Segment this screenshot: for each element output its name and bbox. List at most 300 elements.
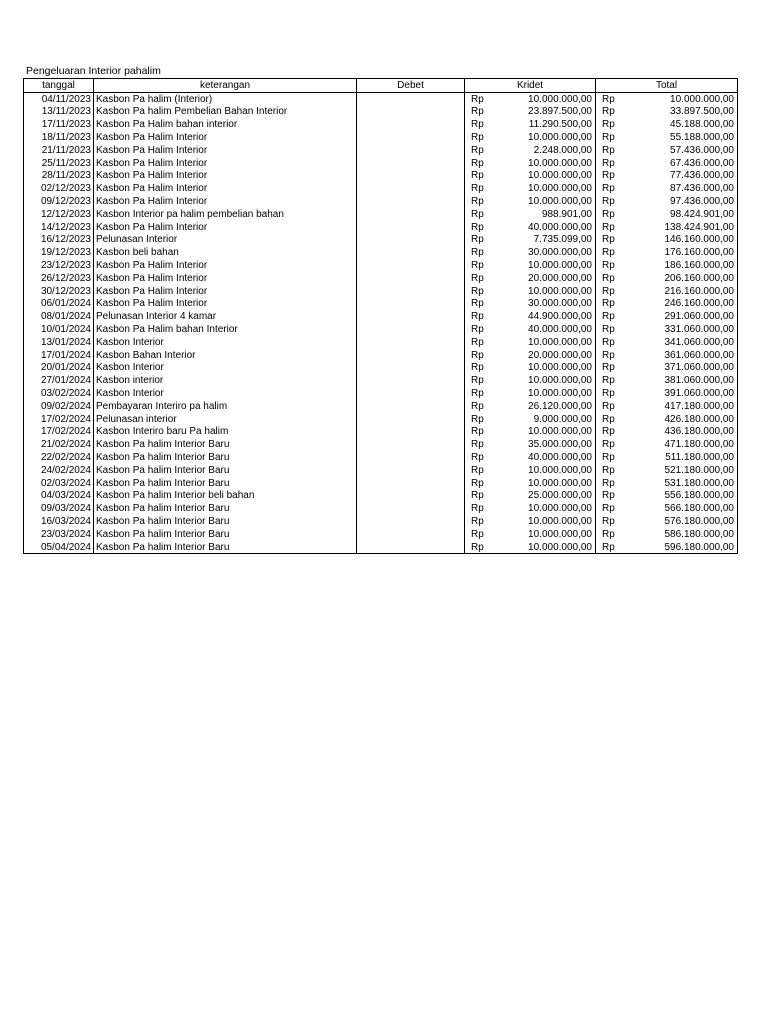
total-amount: 391.060.000,00 xyxy=(664,388,734,400)
currency-label: Rp xyxy=(602,208,615,220)
debet-cell xyxy=(357,336,465,349)
kredit-amount: 30.000.000,00 xyxy=(528,247,592,259)
date-cell: 10/01/2024 xyxy=(24,323,94,336)
debet-cell xyxy=(357,310,465,323)
currency-label: Rp xyxy=(471,260,484,272)
currency-label: Rp xyxy=(602,439,615,451)
date-cell: 04/11/2023 xyxy=(24,92,94,105)
currency-label: Rp xyxy=(602,324,615,336)
date-cell: 13/11/2023 xyxy=(24,106,94,119)
kredit-cell xyxy=(465,106,596,119)
kredit-amount: 20.000.000,00 xyxy=(528,349,592,361)
currency-label: Rp xyxy=(471,298,484,310)
description-cell: Kasbon Pa Halim Interior xyxy=(94,182,357,195)
currency-label: Rp xyxy=(602,272,615,284)
col-header-debet: Debet xyxy=(357,79,465,93)
currency-label: Rp xyxy=(471,170,484,182)
kredit-amount: 10.000.000,00 xyxy=(528,157,592,169)
date-cell: 22/02/2024 xyxy=(24,451,94,464)
kredit-cell xyxy=(465,541,596,554)
description-cell: Kasbon Interior xyxy=(94,362,357,375)
total-amount: 417.180.000,00 xyxy=(664,400,734,412)
kredit-amount: 11.290.500,00 xyxy=(528,119,592,131)
date-cell: 20/01/2024 xyxy=(24,362,94,375)
total-cell xyxy=(596,170,738,183)
total-amount: 45.188.000,00 xyxy=(670,119,734,131)
kredit-cell xyxy=(465,182,596,195)
kredit-amount: 10.000.000,00 xyxy=(528,196,592,208)
total-cell xyxy=(596,515,738,528)
currency-label: Rp xyxy=(471,119,484,131)
description-cell: Kasbon Pa halim Interior Baru xyxy=(94,464,357,477)
total-cell xyxy=(596,451,738,464)
kredit-amount: 2.248.000,00 xyxy=(533,144,592,156)
table-row xyxy=(24,208,738,221)
total-amount: 596.180.000,00 xyxy=(664,541,734,553)
date-cell: 18/11/2023 xyxy=(24,131,94,144)
kredit-amount: 10.000.000,00 xyxy=(528,183,592,195)
description-cell: Kasbon Pa halim Pembelian Bahan Interior xyxy=(94,106,357,119)
total-cell xyxy=(596,310,738,323)
table-row xyxy=(24,426,738,439)
currency-label: Rp xyxy=(602,349,615,361)
currency-label: Rp xyxy=(602,119,615,131)
table-row xyxy=(24,502,738,515)
currency-label: Rp xyxy=(602,464,615,476)
date-cell: 05/04/2024 xyxy=(24,541,94,554)
table-row xyxy=(24,285,738,298)
debet-cell xyxy=(357,387,465,400)
currency-label: Rp xyxy=(471,221,484,233)
currency-label: Rp xyxy=(602,170,615,182)
date-cell: 24/02/2024 xyxy=(24,464,94,477)
date-cell: 12/12/2023 xyxy=(24,208,94,221)
total-cell xyxy=(596,490,738,503)
date-cell: 26/12/2023 xyxy=(24,272,94,285)
table-row xyxy=(24,195,738,208)
description-cell: Kasbon Pa Halim Interior xyxy=(94,221,357,234)
total-cell xyxy=(596,541,738,554)
currency-label: Rp xyxy=(602,260,615,272)
total-amount: 331.060.000,00 xyxy=(664,324,734,336)
table-row xyxy=(24,170,738,183)
kredit-amount: 10.000.000,00 xyxy=(528,528,592,540)
sheet-title: Pengeluaran Interior pahalim xyxy=(26,65,161,77)
description-cell: Kasbon Bahan Interior xyxy=(94,349,357,362)
description-cell: Kasbon Interior xyxy=(94,336,357,349)
total-cell xyxy=(596,349,738,362)
kredit-cell xyxy=(465,323,596,336)
kredit-cell xyxy=(465,426,596,439)
total-amount: 371.060.000,00 xyxy=(664,362,734,374)
total-cell xyxy=(596,221,738,234)
currency-label: Rp xyxy=(471,528,484,540)
total-amount: 246.160.000,00 xyxy=(664,298,734,310)
debet-cell xyxy=(357,362,465,375)
table-row xyxy=(24,541,738,554)
total-amount: 55.188.000,00 xyxy=(670,132,734,144)
description-cell: Kasbon Pa halim Interior Baru xyxy=(94,528,357,541)
debet-cell xyxy=(357,490,465,503)
kredit-cell xyxy=(465,438,596,451)
debet-cell xyxy=(357,477,465,490)
currency-label: Rp xyxy=(602,285,615,297)
kredit-amount: 7.735.099,00 xyxy=(533,234,592,246)
total-amount: 361.060.000,00 xyxy=(664,349,734,361)
currency-label: Rp xyxy=(602,247,615,259)
date-cell: 17/11/2023 xyxy=(24,118,94,131)
total-cell xyxy=(596,464,738,477)
table-row xyxy=(24,374,738,387)
table-row xyxy=(24,528,738,541)
date-cell: 21/02/2024 xyxy=(24,438,94,451)
currency-label: Rp xyxy=(471,349,484,361)
kredit-amount: 10.000.000,00 xyxy=(528,260,592,272)
kredit-amount: 10.000.000,00 xyxy=(528,541,592,553)
total-amount: 556.180.000,00 xyxy=(664,490,734,502)
kredit-amount: 40.000.000,00 xyxy=(528,324,592,336)
total-amount: 77.436.000,00 xyxy=(670,170,734,182)
currency-label: Rp xyxy=(602,196,615,208)
total-cell xyxy=(596,208,738,221)
date-cell: 27/01/2024 xyxy=(24,374,94,387)
debet-cell xyxy=(357,195,465,208)
debet-cell xyxy=(357,426,465,439)
table-row xyxy=(24,387,738,400)
currency-label: Rp xyxy=(471,93,484,105)
total-cell xyxy=(596,157,738,170)
total-amount: 426.180.000,00 xyxy=(664,413,734,425)
date-cell: 25/11/2023 xyxy=(24,157,94,170)
description-cell: Kasbon Pa Halim Interior xyxy=(94,144,357,157)
debet-cell xyxy=(357,528,465,541)
debet-cell xyxy=(357,208,465,221)
total-cell xyxy=(596,144,738,157)
currency-label: Rp xyxy=(471,234,484,246)
currency-label: Rp xyxy=(602,298,615,310)
kredit-cell xyxy=(465,464,596,477)
currency-label: Rp xyxy=(602,93,615,105)
table-row xyxy=(24,182,738,195)
total-amount: 176.160.000,00 xyxy=(664,247,734,259)
col-header-kredit: Kridet xyxy=(465,79,596,93)
kredit-amount: 10.000.000,00 xyxy=(528,93,592,105)
description-cell: Kasbon Pa halim Interior Baru xyxy=(94,477,357,490)
debet-cell xyxy=(357,323,465,336)
kredit-cell xyxy=(465,221,596,234)
total-cell xyxy=(596,323,738,336)
ledger-body xyxy=(24,92,738,554)
description-cell: Pelunasan interior xyxy=(94,413,357,426)
kredit-amount: 10.000.000,00 xyxy=(528,464,592,476)
currency-label: Rp xyxy=(602,336,615,348)
kredit-amount: 10.000.000,00 xyxy=(528,388,592,400)
description-cell: Kasbon Pa Halim Interior xyxy=(94,131,357,144)
kredit-amount: 40.000.000,00 xyxy=(528,221,592,233)
kredit-cell xyxy=(465,400,596,413)
kredit-amount: 20.000.000,00 xyxy=(528,272,592,284)
currency-label: Rp xyxy=(471,426,484,438)
currency-label: Rp xyxy=(602,400,615,412)
kredit-cell xyxy=(465,336,596,349)
currency-label: Rp xyxy=(471,208,484,220)
table-row xyxy=(24,413,738,426)
total-amount: 216.160.000,00 xyxy=(664,285,734,297)
total-cell xyxy=(596,259,738,272)
kredit-cell xyxy=(465,195,596,208)
kredit-amount: 25.000.000,00 xyxy=(528,490,592,502)
debet-cell xyxy=(357,131,465,144)
date-cell: 02/03/2024 xyxy=(24,477,94,490)
description-cell: Kasbon Pa Halim Interior xyxy=(94,195,357,208)
table-row xyxy=(24,349,738,362)
description-cell: Kasbon Pa halim Interior Baru xyxy=(94,541,357,554)
total-amount: 521.180.000,00 xyxy=(664,464,734,476)
total-cell xyxy=(596,131,738,144)
kredit-cell xyxy=(465,451,596,464)
kredit-amount: 10.000.000,00 xyxy=(528,515,592,527)
total-amount: 186.160.000,00 xyxy=(664,260,734,272)
date-cell: 28/11/2023 xyxy=(24,170,94,183)
debet-cell xyxy=(357,285,465,298)
kredit-amount: 26.120.000,00 xyxy=(528,400,592,412)
total-amount: 10.000.000,00 xyxy=(670,93,734,105)
description-cell: Kasbon Interiro baru Pa halim xyxy=(94,426,357,439)
total-amount: 586.180.000,00 xyxy=(664,528,734,540)
currency-label: Rp xyxy=(602,234,615,246)
debet-cell xyxy=(357,464,465,477)
debet-cell xyxy=(357,400,465,413)
table-row xyxy=(24,451,738,464)
debet-cell xyxy=(357,272,465,285)
table-row xyxy=(24,221,738,234)
currency-label: Rp xyxy=(471,413,484,425)
kredit-cell xyxy=(465,362,596,375)
total-cell xyxy=(596,118,738,131)
total-cell xyxy=(596,246,738,259)
description-cell: Kasbon Interior xyxy=(94,387,357,400)
ledger-table xyxy=(23,78,738,554)
kredit-cell xyxy=(465,528,596,541)
kredit-amount: 10.000.000,00 xyxy=(528,285,592,297)
table-row xyxy=(24,336,738,349)
table-row xyxy=(24,272,738,285)
table-row xyxy=(24,310,738,323)
currency-label: Rp xyxy=(471,132,484,144)
kredit-cell xyxy=(465,413,596,426)
total-cell xyxy=(596,336,738,349)
kredit-amount: 10.000.000,00 xyxy=(528,426,592,438)
kredit-cell xyxy=(465,477,596,490)
kredit-cell xyxy=(465,234,596,247)
currency-label: Rp xyxy=(471,515,484,527)
table-row xyxy=(24,298,738,311)
kredit-cell xyxy=(465,144,596,157)
total-amount: 381.060.000,00 xyxy=(664,375,734,387)
currency-label: Rp xyxy=(602,311,615,323)
total-cell xyxy=(596,106,738,119)
description-cell: Pelunasan Interior xyxy=(94,234,357,247)
total-cell xyxy=(596,387,738,400)
kredit-amount: 988.901,00 xyxy=(541,208,592,220)
kredit-cell xyxy=(465,374,596,387)
debet-cell xyxy=(357,541,465,554)
total-cell xyxy=(596,502,738,515)
date-cell: 13/01/2024 xyxy=(24,336,94,349)
total-amount: 511.180.000,00 xyxy=(665,452,734,463)
kredit-amount: 10.000.000,00 xyxy=(528,132,592,144)
currency-label: Rp xyxy=(471,324,484,336)
total-amount: 97.436.000,00 xyxy=(670,196,734,208)
currency-label: Rp xyxy=(602,221,615,233)
debet-cell xyxy=(357,221,465,234)
date-cell: 23/12/2023 xyxy=(24,259,94,272)
currency-label: Rp xyxy=(602,157,615,169)
total-cell xyxy=(596,362,738,375)
currency-label: Rp xyxy=(471,272,484,284)
debet-cell xyxy=(357,92,465,105)
total-cell xyxy=(596,298,738,311)
currency-label: Rp xyxy=(471,311,484,323)
col-header-date: tanggal xyxy=(24,79,94,93)
description-cell: Kasbon Interior pa halim pembelian bahan xyxy=(94,208,357,221)
total-cell xyxy=(596,195,738,208)
date-cell: 19/12/2023 xyxy=(24,246,94,259)
currency-label: Rp xyxy=(471,400,484,412)
total-amount: 291.060.000,00 xyxy=(664,311,734,323)
debet-cell xyxy=(357,374,465,387)
currency-label: Rp xyxy=(602,490,615,502)
table-row xyxy=(24,400,738,413)
date-cell: 06/01/2024 xyxy=(24,298,94,311)
description-cell: Pembayaran Interiro pa halim xyxy=(94,400,357,413)
total-amount: 33.897.500,00 xyxy=(670,106,734,118)
table-row xyxy=(24,464,738,477)
currency-label: Rp xyxy=(602,452,615,463)
description-cell: Kasbon Pa Halim bahan Interior xyxy=(94,323,357,336)
description-cell: Kasbon Pa halim (Interior) xyxy=(94,92,357,105)
debet-cell xyxy=(357,234,465,247)
debet-cell xyxy=(357,106,465,119)
kredit-cell xyxy=(465,170,596,183)
date-cell: 17/01/2024 xyxy=(24,349,94,362)
total-amount: 436.180.000,00 xyxy=(664,426,734,438)
debet-cell xyxy=(357,246,465,259)
table-row xyxy=(24,438,738,451)
currency-label: Rp xyxy=(471,157,484,169)
kredit-amount: 10.000.000,00 xyxy=(528,503,592,515)
description-cell: Kasbon beli bahan xyxy=(94,246,357,259)
total-amount: 98.424.901,00 xyxy=(670,208,734,220)
kredit-amount: 10.000.000,00 xyxy=(528,362,592,374)
kredit-cell xyxy=(465,387,596,400)
currency-label: Rp xyxy=(602,413,615,425)
debet-cell xyxy=(357,170,465,183)
total-amount: 206.160.000,00 xyxy=(664,272,734,284)
currency-label: Rp xyxy=(602,388,615,400)
currency-label: Rp xyxy=(471,388,484,400)
table-row xyxy=(24,144,738,157)
kredit-cell xyxy=(465,490,596,503)
debet-cell xyxy=(357,157,465,170)
description-cell: Kasbon Pa Halim bahan interior xyxy=(94,118,357,131)
kredit-amount: 10.000.000,00 xyxy=(528,336,592,348)
kredit-cell xyxy=(465,131,596,144)
total-amount: 531.180.000,00 xyxy=(664,477,734,489)
table-row xyxy=(24,92,738,105)
debet-cell xyxy=(357,118,465,131)
currency-label: Rp xyxy=(602,528,615,540)
debet-cell xyxy=(357,515,465,528)
table-row xyxy=(24,490,738,503)
table-row xyxy=(24,362,738,375)
total-cell xyxy=(596,234,738,247)
debet-cell xyxy=(357,182,465,195)
total-amount: 67.436.000,00 xyxy=(670,157,734,169)
date-cell: 04/03/2024 xyxy=(24,490,94,503)
total-cell xyxy=(596,438,738,451)
kredit-cell xyxy=(465,92,596,105)
total-cell xyxy=(596,528,738,541)
currency-label: Rp xyxy=(602,144,615,156)
table-row xyxy=(24,118,738,131)
date-cell: 17/02/2024 xyxy=(24,413,94,426)
debet-cell xyxy=(357,502,465,515)
currency-label: Rp xyxy=(471,336,484,348)
currency-label: Rp xyxy=(471,490,484,502)
description-cell: Kasbon Pa halim Interior Baru xyxy=(94,451,357,464)
date-cell: 30/12/2023 xyxy=(24,285,94,298)
kredit-amount: 10.000.000,00 xyxy=(528,375,592,387)
date-cell: 16/03/2024 xyxy=(24,515,94,528)
currency-label: Rp xyxy=(471,285,484,297)
col-header-description: keterangan xyxy=(94,79,357,93)
description-cell: Kasbon Pa halim Interior Baru xyxy=(94,502,357,515)
date-cell: 08/01/2024 xyxy=(24,310,94,323)
kredit-cell xyxy=(465,157,596,170)
total-cell xyxy=(596,374,738,387)
total-cell xyxy=(596,285,738,298)
kredit-cell xyxy=(465,298,596,311)
total-amount: 341.060.000,00 xyxy=(664,336,734,348)
description-cell: Kasbon Pa Halim Interior xyxy=(94,298,357,311)
currency-label: Rp xyxy=(471,106,484,118)
total-amount: 87.436.000,00 xyxy=(670,183,734,195)
date-cell: 17/02/2024 xyxy=(24,426,94,439)
kredit-cell xyxy=(465,272,596,285)
kredit-cell xyxy=(465,246,596,259)
currency-label: Rp xyxy=(471,439,484,451)
table-row xyxy=(24,323,738,336)
date-cell: 16/12/2023 xyxy=(24,234,94,247)
description-cell: Kasbon Pa halim Interior Baru xyxy=(94,515,357,528)
date-cell: 23/03/2024 xyxy=(24,528,94,541)
description-cell: Kasbon Pa Halim Interior xyxy=(94,259,357,272)
total-amount: 566.180.000,00 xyxy=(664,503,734,515)
date-cell: 09/02/2024 xyxy=(24,400,94,413)
currency-label: Rp xyxy=(471,452,484,463)
description-cell: Kasbon Pa Halim Interior xyxy=(94,157,357,170)
currency-label: Rp xyxy=(471,375,484,387)
currency-label: Rp xyxy=(602,183,615,195)
kredit-cell xyxy=(465,208,596,221)
currency-label: Rp xyxy=(471,183,484,195)
description-cell: Kasbon Pa Halim Interior xyxy=(94,272,357,285)
total-cell xyxy=(596,477,738,490)
currency-label: Rp xyxy=(602,477,615,489)
kredit-amount: 44.900.000,00 xyxy=(528,311,592,323)
total-amount: 146.160.000,00 xyxy=(664,234,734,246)
